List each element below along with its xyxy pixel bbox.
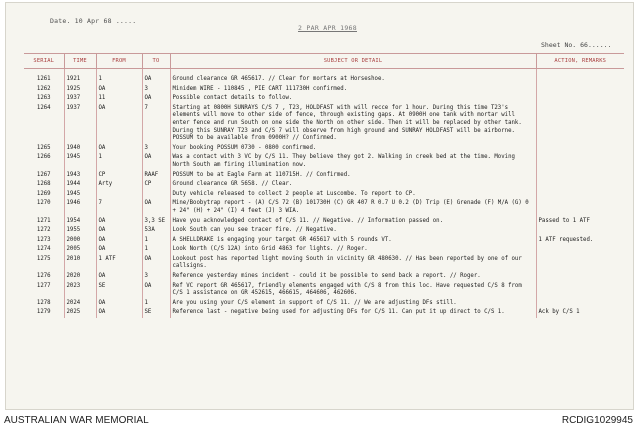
cell-from: OA (96, 226, 142, 236)
cell-to: RAAF (142, 171, 170, 181)
cell-to: 3,3 SE (142, 217, 170, 227)
cell-detail: Minidem WIRE - 110845 , PIE CART 111730H confirmed. (170, 85, 536, 95)
cell-serial: 1264 (36, 104, 51, 111)
cell-serial: 1267 (36, 171, 51, 178)
cell-action (536, 272, 624, 282)
cell-action (536, 94, 624, 104)
cell-time: 1937 (64, 104, 96, 144)
cell-to: OA (142, 153, 170, 170)
cell-to: 1 (142, 236, 170, 246)
table-row (24, 226, 624, 236)
cell-detail: Reference last - negative being used for adjusting DFs for C/S 11. Can put it up direct to C/S 1. (170, 308, 536, 318)
cell-serial: 1268 (36, 181, 51, 188)
cell-serial: 1278 (36, 299, 51, 306)
cell-time: 1943 (64, 171, 96, 181)
cell-time: 1955 (64, 226, 96, 236)
column-header-detail: SUBJECT OR DETAIL (170, 54, 536, 69)
cell-detail: Lookout post has reported light moving South in vicinity GR 480630. // Has been reported by one of our callsigns. (170, 255, 536, 272)
cell-detail: Are you using your C/S element in support of C/S 11. // We are adjusting DFs still. (170, 299, 536, 309)
cell-from: SE (96, 282, 142, 299)
cell-from: OA (96, 308, 142, 318)
cell-detail: Look North (C/S 12A) into Grid 4863 for lights. // Roger. (170, 245, 536, 255)
cell-action (536, 153, 624, 170)
cell-from: OA (96, 299, 142, 309)
cell-from: OA (96, 85, 142, 95)
cell-detail: Duty vehicle released to collect 2 people at Luscombe. To report to CP. (170, 190, 536, 200)
cell-action: Ack by C/S 1 (536, 308, 624, 318)
table-row (24, 153, 624, 170)
table-row (24, 299, 624, 309)
cell-detail: Was a contact with 3 VC by C/S 11. They believe they got 2. Walking in creek bed at the time. Moving North South am firing illumination now. (170, 153, 536, 170)
table-row (24, 245, 624, 255)
cell-from: 1 (96, 153, 142, 170)
log-body (24, 69, 624, 319)
cell-serial: 1270 (36, 200, 51, 207)
cell-detail: Ground clearance GR 465617. // Clear for mortars at Horseshoe. (170, 75, 536, 85)
table-row (24, 104, 624, 144)
table-row (24, 171, 624, 181)
table-row (24, 199, 624, 216)
cell-time: 2020 (64, 272, 96, 282)
cell-detail: Your booking POSSUM 0730 - 0800 confirmed. (170, 144, 536, 154)
cell-from: OA (96, 104, 142, 144)
cell-detail: A SHELLDRAKE is engaging your target GR 465617 with 5 rounds VT. (170, 236, 536, 246)
cell-to: 3 (142, 85, 170, 95)
table-row (24, 85, 624, 95)
cell-serial: 1261 (36, 76, 51, 82)
cell-to: OA (142, 255, 170, 272)
table-row (24, 217, 624, 227)
cell-action (536, 255, 624, 272)
cell-serial: 1262 (36, 85, 51, 92)
cell-detail: Mine/Boobytrap report - (A) C/S 72 (B) 101730H (C) GR 407 R 0.7 U 0.2 (D) Trip (E) Grenade (F) M/A (G) 0 + 24" (H) + 24" (I) 4 feet (J) 3 WIA. (170, 199, 536, 216)
cell-serial: 1273 (36, 236, 51, 243)
cell-serial: 1274 (36, 246, 51, 253)
cell-detail: Ref VC report GR 465617, friendly elements engaged with C/S 8 from this loc. Have requested C/S 8 from C/S 1 assistance on GR 452615, 466615, 464606, 462606. (170, 282, 536, 299)
cell-serial: 1269 (36, 190, 51, 197)
cell-time: 1937 (64, 94, 96, 104)
cell-serial: 1276 (36, 273, 51, 280)
cell-from (96, 190, 142, 200)
cell-action (536, 199, 624, 216)
cell-from: 11 (96, 94, 142, 104)
cell-action: 1 ATF requested. (536, 236, 624, 246)
cell-time: 1944 (64, 180, 96, 190)
cell-serial: 1271 (36, 217, 51, 224)
cell-to: SE (142, 308, 170, 318)
cell-action (536, 171, 624, 181)
cell-detail: Starting at 0800H SUNRAYS C/S 7 , T23, HOLDFAST with will recce for 1 hour. During this time T23's elements will move to other side of fence, through existing gaps. At 0900H one tank with mortar will enter fence and run South on one side the North on other side. Then it will be replaced by other tank. During this SUNRAY T23 and C/S 7 will observe from high ground and SUNRAY HOLDFAST will be airborne. POSSUM to be available from 0900H? // Confirmed. (170, 104, 536, 144)
cell-detail: Have you acknowledged contact of C/S 11. // Negative. // Information passed on. (170, 217, 536, 227)
column-header-action: ACTION, REMARKS (536, 54, 624, 69)
cell-from: OA (96, 236, 142, 246)
cell-serial: 1279 (36, 309, 51, 316)
cell-action (536, 226, 624, 236)
table-row (24, 180, 624, 190)
table-row (24, 255, 624, 272)
cell-time: 1945 (64, 153, 96, 170)
column-header-from: FROM (96, 54, 142, 69)
column-header-to: TO (142, 54, 170, 69)
cell-to: OA (142, 75, 170, 85)
table-row (24, 282, 624, 299)
cell-time: 2023 (64, 282, 96, 299)
cell-action: Passed to 1 ATF (536, 217, 624, 227)
cell-serial: 1275 (36, 255, 51, 262)
cell-serial: 1272 (36, 227, 51, 234)
cell-action (536, 180, 624, 190)
cell-from: 1 (96, 75, 142, 85)
cell-action (536, 282, 624, 299)
sheet-number: Sheet No. 66...... (541, 41, 612, 49)
date-line: Date. 10 Apr 68 ..... (50, 17, 137, 25)
cell-from: Arty (96, 180, 142, 190)
cell-detail: Look South can you see tracer fire. // Negative. (170, 226, 536, 236)
cell-serial: 1263 (36, 95, 51, 102)
table-row (24, 144, 624, 154)
cell-to: CP (142, 180, 170, 190)
table-row (24, 75, 624, 85)
cell-detail: POSSUM to be at Eagle Farm at 110715H. // Confirmed. (170, 171, 536, 181)
cell-time: 1946 (64, 199, 96, 216)
cell-action (536, 245, 624, 255)
cell-detail: Reference yesterday mines incident - could it be possible to send back a report. // Roger. (170, 272, 536, 282)
cell-time: 2025 (64, 308, 96, 318)
unit-stamp: 2 PAR APR 1968 (298, 24, 357, 32)
cell-action (536, 190, 624, 200)
cell-time: 2010 (64, 255, 96, 272)
cell-to: 7 (142, 104, 170, 144)
cell-from: OA (96, 217, 142, 227)
archive-credit: AUSTRALIAN WAR MEMORIAL (4, 415, 149, 426)
cell-to: 53A (142, 226, 170, 236)
log-sheet (5, 2, 634, 410)
table-row (24, 236, 624, 246)
cell-action (536, 144, 624, 154)
cell-action (536, 104, 624, 144)
cell-detail: Ground clearance GR 5658. // Clear. (170, 180, 536, 190)
cell-time: 1940 (64, 144, 96, 154)
cell-time: 1925 (64, 85, 96, 95)
cell-from: 7 (96, 199, 142, 216)
table-row (24, 308, 624, 318)
column-header-time: TIME (64, 54, 96, 69)
cell-time: 2000 (64, 236, 96, 246)
cell-from: CP (96, 171, 142, 181)
cell-action (536, 85, 624, 95)
cell-from: 1 ATF (96, 255, 142, 272)
cell-from: OA (96, 245, 142, 255)
cell-time: 1945 (64, 190, 96, 200)
cell-to: 3 (142, 144, 170, 154)
table-row (24, 190, 624, 200)
cell-from: OA (96, 144, 142, 154)
cell-action (536, 299, 624, 309)
cell-from: OA (96, 272, 142, 282)
cell-time: 1921 (64, 75, 96, 85)
cell-to: OA (142, 94, 170, 104)
table-row (24, 272, 624, 282)
cell-time: 2024 (64, 299, 96, 309)
cell-to: 1 (142, 245, 170, 255)
cell-to: 3 (142, 272, 170, 282)
cell-to: OA (142, 282, 170, 299)
table-header-row (24, 54, 624, 69)
log-table (24, 53, 624, 318)
cell-serial: 1265 (36, 144, 51, 151)
cell-serial: 1277 (36, 282, 51, 289)
table-row (24, 94, 624, 104)
cell-serial: 1266 (36, 154, 51, 161)
cell-to (142, 190, 170, 200)
archive-reference: RCDIG1029945 (561, 415, 633, 426)
cell-time: 2005 (64, 245, 96, 255)
cell-time: 1954 (64, 217, 96, 227)
column-header-serial: SERIAL (24, 54, 64, 69)
cell-detail: Possible contact details to follow. (170, 94, 536, 104)
cell-to: OA (142, 199, 170, 216)
cell-action (536, 75, 624, 85)
cell-to: 1 (142, 299, 170, 309)
